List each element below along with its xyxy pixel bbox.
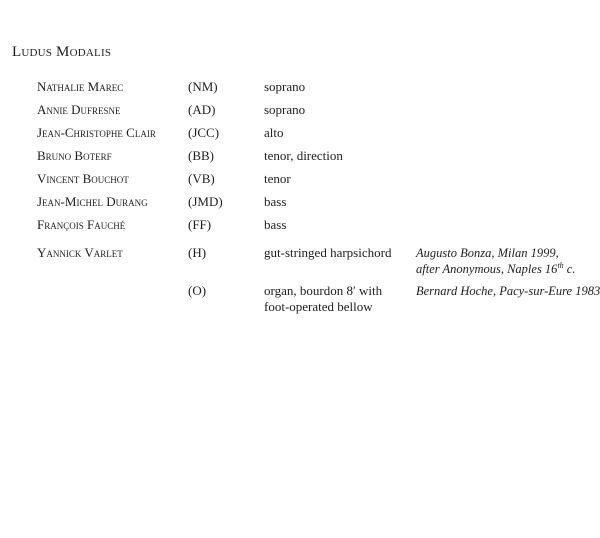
maker-line bbox=[416, 261, 575, 277]
performer-abbr: (BB) bbox=[188, 148, 214, 163]
performer-name: Annie Dufresne bbox=[37, 102, 121, 117]
performer-abbr: (NM) bbox=[188, 79, 218, 94]
instrument-description: organ, bourdon 8′ with foot-operated bellow bbox=[264, 283, 383, 314]
performer-name: Jean-Christophe Clair bbox=[37, 125, 156, 140]
maker-text: after Anonymous, Naples 16 bbox=[416, 262, 558, 276]
instrument-abbr: (O) bbox=[188, 283, 207, 298]
performer-name: Bruno Boterf bbox=[37, 148, 112, 163]
performer-abbr: (FF) bbox=[188, 217, 212, 232]
performer-role: soprano bbox=[264, 102, 306, 117]
instrumentalist-name: Yannick Varlet bbox=[37, 245, 123, 260]
performer-abbr: (VB) bbox=[188, 171, 215, 186]
instrument-maker bbox=[416, 245, 575, 277]
performer-name: François Fauché bbox=[37, 217, 126, 232]
performer-abbr: (JMD) bbox=[188, 194, 223, 209]
performer-name: Vincent Bouchot bbox=[37, 171, 129, 186]
performer-role: soprano bbox=[264, 79, 306, 94]
performer-name: Nathalie Marec bbox=[37, 79, 124, 94]
instrument-abbr: (H) bbox=[188, 245, 207, 260]
performer-role: tenor, direction bbox=[264, 148, 343, 163]
maker-text: c. bbox=[563, 262, 576, 276]
instrument-maker: Bernard Hoche, Pacy-sur-Eure 1983 bbox=[416, 284, 600, 298]
performer-role: tenor bbox=[264, 171, 291, 186]
instrument-description: gut-stringed harpsichord bbox=[264, 245, 392, 260]
performer-abbr: (AD) bbox=[188, 102, 216, 117]
performer-role: alto bbox=[264, 125, 284, 140]
maker-line: Augusto Bonza, Milan 1999, bbox=[416, 246, 559, 260]
performer-name: Jean-Michel Durang bbox=[37, 194, 148, 209]
ensemble-title: Ludus Modalis bbox=[12, 44, 112, 60]
performer-role: bass bbox=[264, 217, 287, 232]
performer-abbr: (JCC) bbox=[188, 125, 220, 140]
ordinal-suffix: th bbox=[557, 260, 564, 270]
performer-role: bass bbox=[264, 194, 287, 209]
